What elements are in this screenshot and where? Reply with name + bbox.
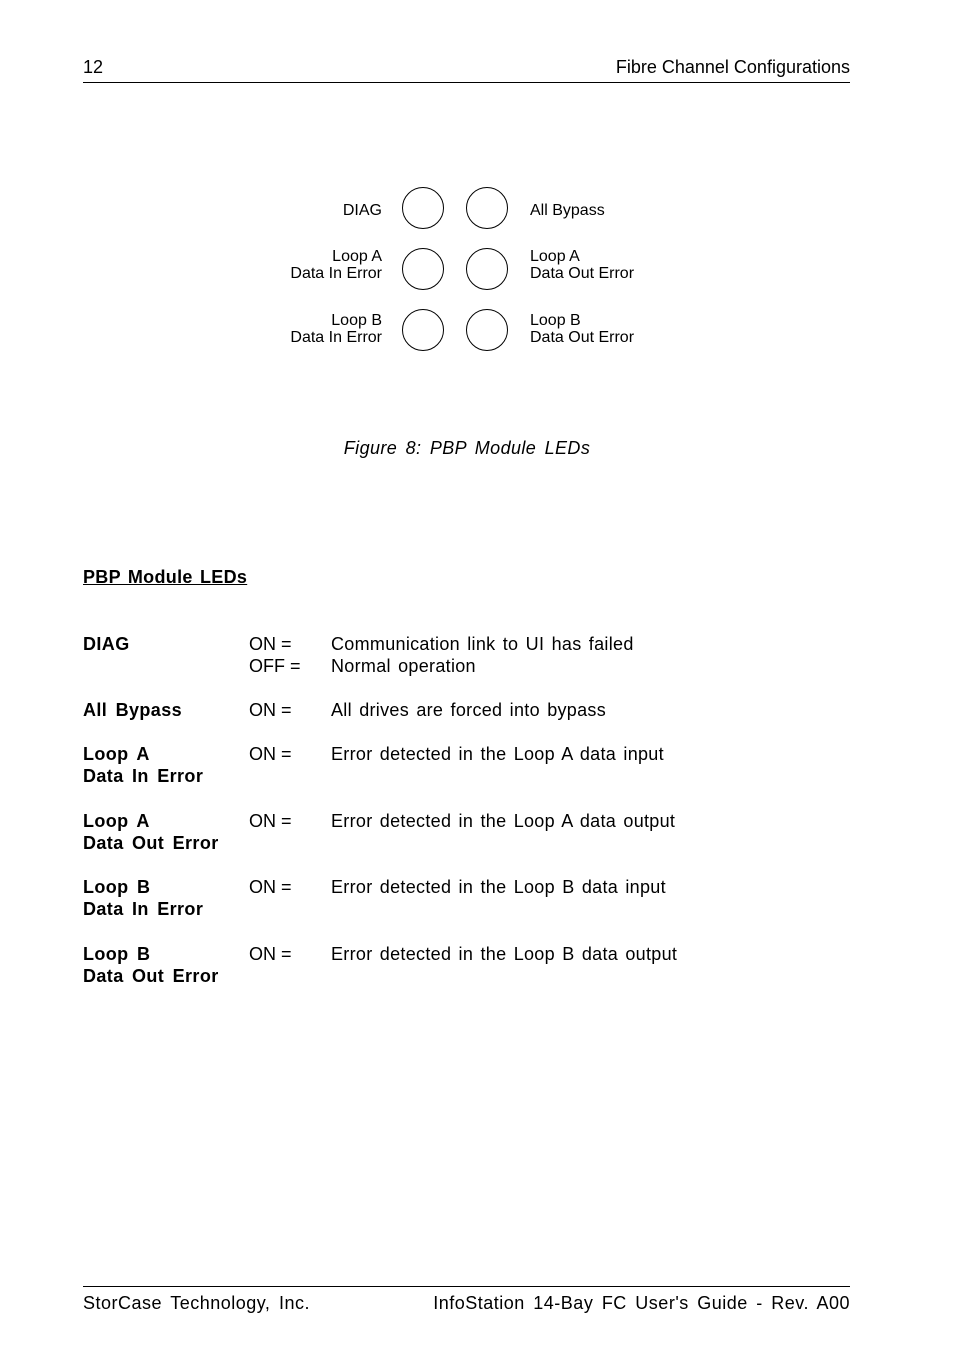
footer-document-title: InfoStation 14-Bay FC User's Guide - Rev. A00 bbox=[433, 1293, 850, 1313]
led-row-state-loop-a-in: ON = bbox=[249, 744, 292, 764]
led-row-name-loop-b-out: Loop B Data Out Error bbox=[83, 944, 219, 986]
header-rule bbox=[83, 82, 850, 83]
label-loop-b-data-out-error: Loop B Data Out Error bbox=[530, 312, 635, 346]
running-header-title: Fibre Channel Configurations bbox=[615, 57, 850, 77]
led-row-state-loop-b-in: ON = bbox=[249, 877, 292, 897]
led-row-desc-loop-a-out: Error detected in the Loop A data output bbox=[331, 811, 676, 831]
led-row-name-loop-b-in: Loop B Data In Error bbox=[83, 877, 204, 919]
led-row-state-all-bypass: ON = bbox=[249, 700, 292, 720]
label-all-bypass: All Bypass bbox=[530, 202, 605, 219]
label-loop-b-data-in-error: Loop B Data In Error bbox=[290, 312, 382, 346]
led-loop-b-data-in-error bbox=[402, 309, 444, 351]
page-number: 12 bbox=[83, 57, 104, 77]
led-diag bbox=[402, 187, 444, 229]
footer-rule bbox=[83, 1286, 850, 1287]
footer-company: StorCase Technology, Inc. bbox=[83, 1293, 310, 1313]
led-all-bypass bbox=[466, 187, 508, 229]
led-row-name-diag: DIAG bbox=[83, 634, 130, 654]
led-loop-b-data-out-error bbox=[466, 309, 508, 351]
led-row-name-loop-a-out: Loop A Data Out Error bbox=[83, 811, 219, 853]
label-loop-a-data-out-error: Loop A Data Out Error bbox=[530, 248, 635, 282]
led-row-desc-loop-b-out: Error detected in the Loop B data output bbox=[331, 944, 678, 964]
label-loop-a-data-in-error: Loop A Data In Error bbox=[290, 248, 382, 282]
led-row-state-loop-a-out: ON = bbox=[249, 811, 292, 831]
led-row-state-loop-b-out: ON = bbox=[249, 944, 292, 964]
led-row-state-diag: ON = OFF = bbox=[249, 634, 301, 676]
led-row-name-loop-a-in: Loop A Data In Error bbox=[83, 744, 204, 786]
led-loop-a-data-in-error bbox=[402, 248, 444, 290]
led-row-desc-loop-a-in: Error detected in the Loop A data input bbox=[331, 744, 664, 764]
section-heading: PBP Module LEDs bbox=[83, 567, 248, 587]
led-loop-a-data-out-error bbox=[466, 248, 508, 290]
label-diag: DIAG bbox=[342, 202, 382, 219]
led-row-desc-all-bypass: All drives are forced into bypass bbox=[331, 700, 607, 720]
led-row-desc-loop-b-in: Error detected in the Loop B data input bbox=[331, 877, 666, 897]
figure-caption: Figure 8: PBP Module LEDs bbox=[343, 438, 591, 458]
led-row-desc-diag: Communication link to UI has failed Normal operation bbox=[331, 634, 634, 676]
led-row-name-all-bypass: All Bypass bbox=[83, 700, 183, 720]
